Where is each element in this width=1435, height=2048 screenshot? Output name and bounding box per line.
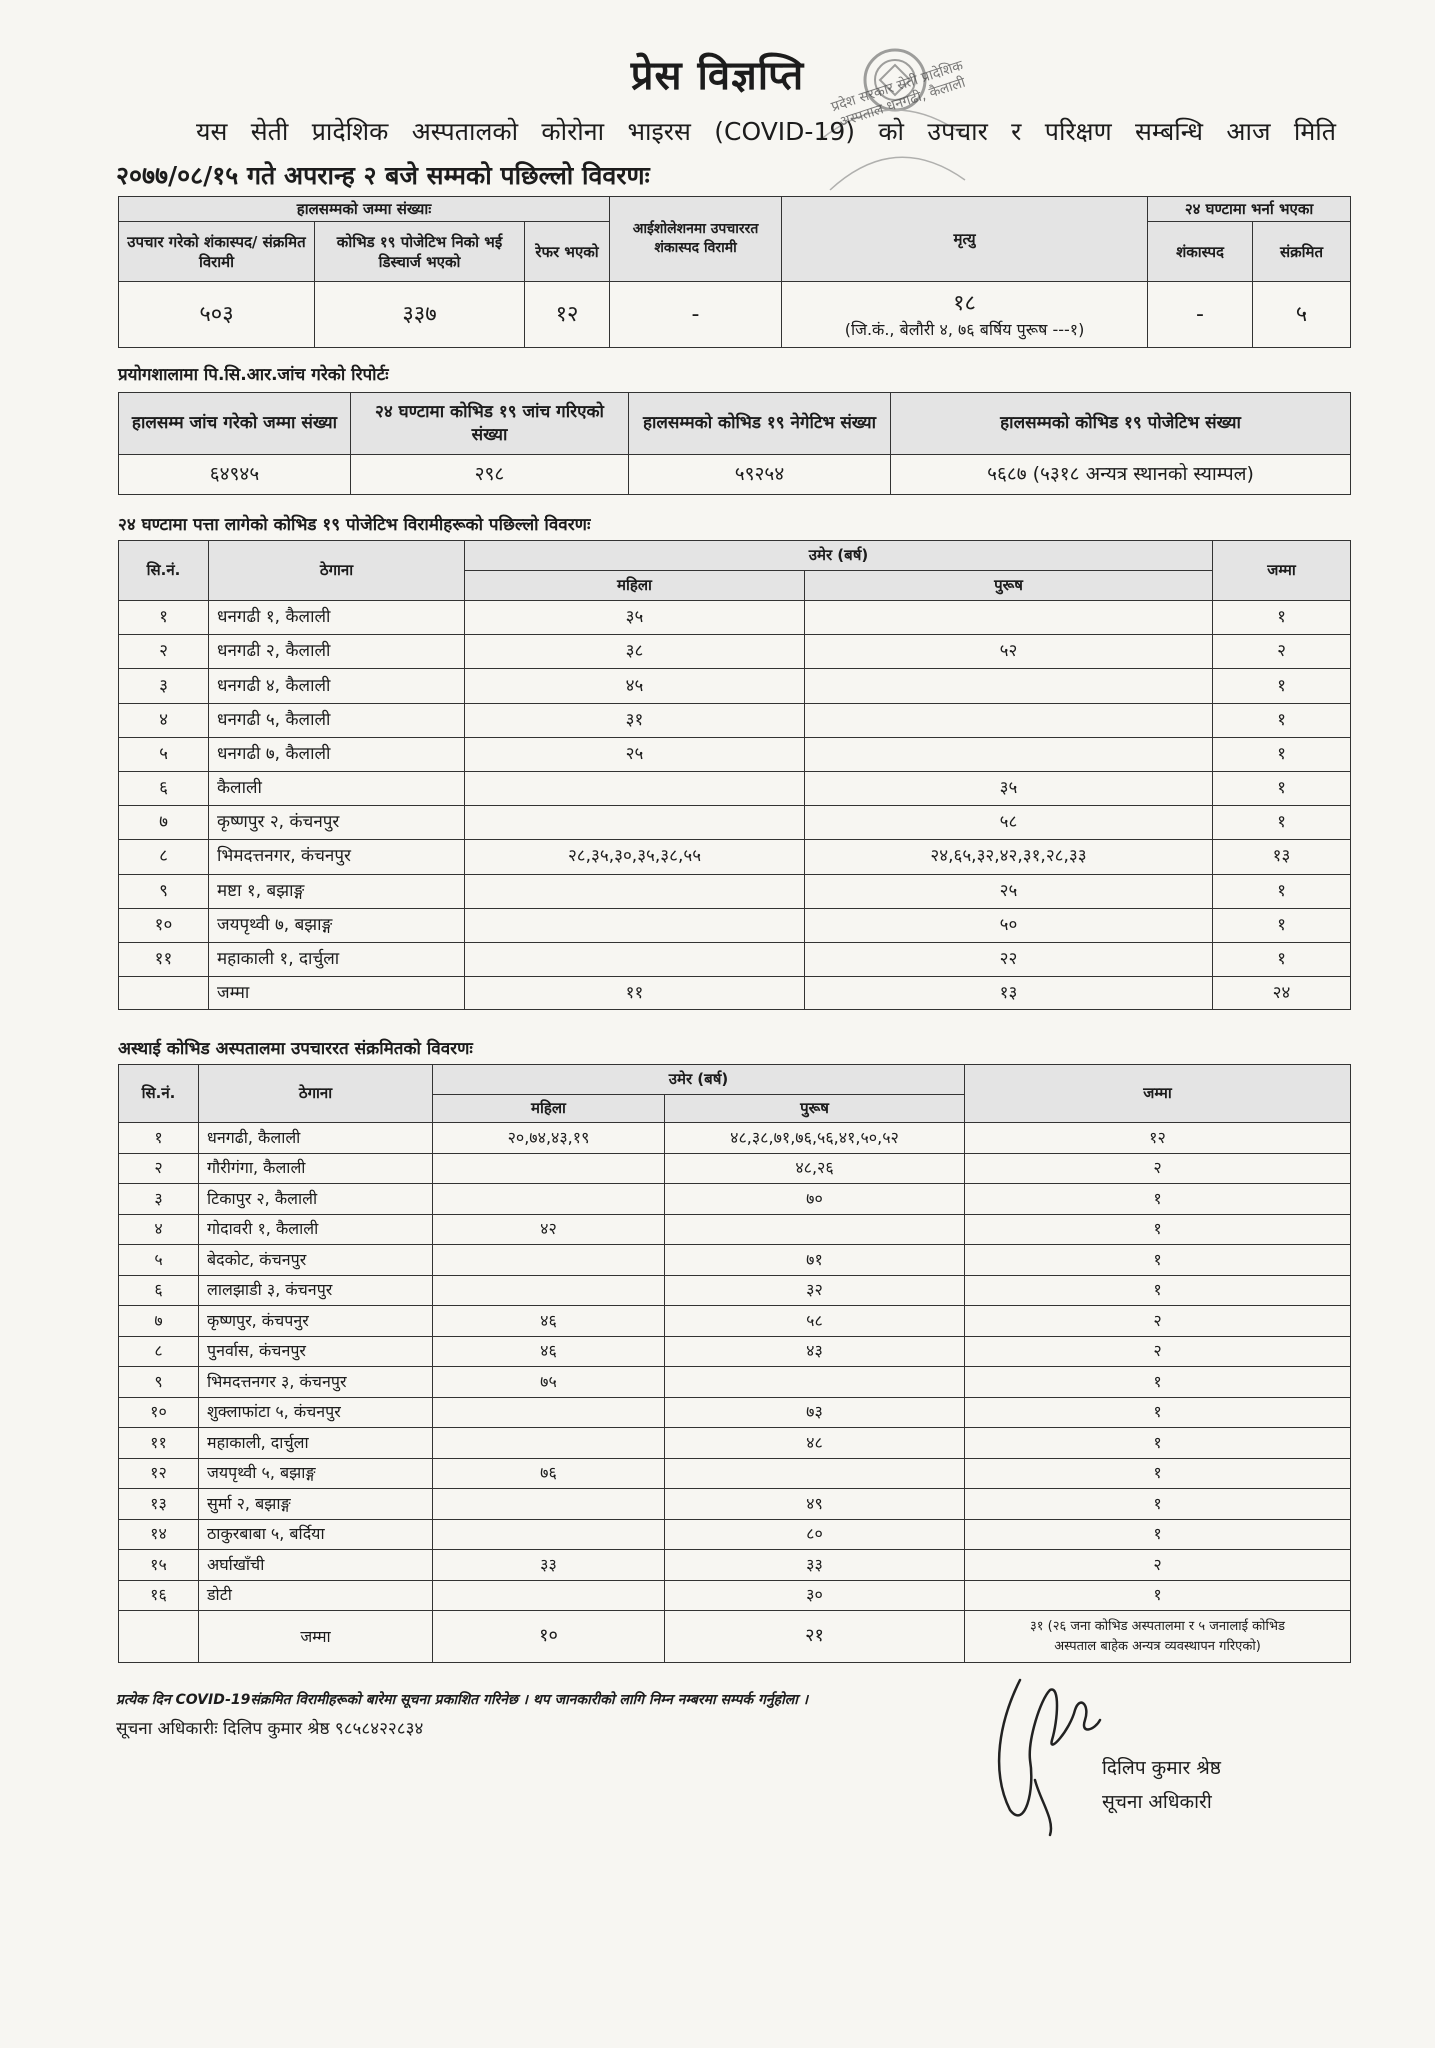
pcr-val-negative: ५९२५४ — [629, 455, 891, 495]
hospital-cell-total: १ — [965, 1458, 1351, 1489]
new-cases-row — [119, 942, 1351, 976]
new-cases-cell-male — [805, 737, 1213, 771]
hospital-cell-sn: १५ — [119, 1550, 199, 1581]
hospital-cell-male: ४९ — [665, 1489, 965, 1520]
hospital-cell-male: ३२ — [665, 1275, 965, 1306]
new-cases-row — [119, 635, 1351, 669]
new-cases-cell-male: २४,६५,३२,४२,३१,२८,३३ — [805, 840, 1213, 874]
new-cases-body — [119, 601, 1351, 977]
new-cases-cell-address: मष्टा १, बझाङ्ग — [209, 874, 465, 908]
summary-val-infected: ५ — [1253, 282, 1351, 348]
new-cases-cell-male: ५० — [805, 908, 1213, 942]
new-cases-cell-total: १ — [1213, 771, 1351, 805]
hospital-cell-female — [433, 1489, 665, 1520]
pcr-val-total: ६४९४५ — [119, 455, 351, 495]
new-cases-row — [119, 806, 1351, 840]
hospital-cell-total: २ — [965, 1550, 1351, 1581]
hospital-cell-address: धनगढी, कैलाली — [199, 1123, 433, 1154]
hospital-cell-sn: १४ — [119, 1519, 199, 1550]
hospital-cell-address: गौरीगंगा, कैलाली — [199, 1153, 433, 1184]
hospital-cell-address: शुक्लाफांटा ५, कंचनपुर — [199, 1397, 433, 1428]
hospital-col-address: ठेगाना — [199, 1065, 433, 1123]
hospital-section-label: अस्थाई कोभिड अस्पतालमा उपचाररत संक्रमितको विवरणः — [118, 1039, 473, 1059]
hospital-cell-total: १ — [965, 1214, 1351, 1245]
new-cases-row — [119, 840, 1351, 874]
hospital-cell-total: १ — [965, 1275, 1351, 1306]
hospital-cell-female — [433, 1428, 665, 1459]
hospital-cell-sn: १२ — [119, 1458, 199, 1489]
summary-col-isolation: आईशोलेशनमा उपचाररत शंकास्पद विरामी — [610, 197, 782, 282]
summary-header-group: हालसम्मको जम्मा संख्याः — [119, 197, 610, 222]
hospital-cell-female: ३३ — [433, 1550, 665, 1581]
pcr-col-24h: २४ घण्टामा कोभिड १९ जांच गरिएको संख्या — [351, 393, 629, 455]
hospital-cell-male: ७३ — [665, 1397, 965, 1428]
hospital-row — [119, 1153, 1351, 1184]
new-cases-cell-total: १ — [1213, 806, 1351, 840]
hospital-cell-total: १२ — [965, 1123, 1351, 1154]
hospital-cell-male: ३० — [665, 1580, 965, 1611]
hospital-cell-female — [433, 1275, 665, 1306]
hospital-col-age: उमेर (बर्ष) — [433, 1065, 965, 1095]
hospital-cell-total: १ — [965, 1397, 1351, 1428]
new-cases-cell-female — [465, 806, 805, 840]
hospital-cell-address: बेदकोट, कंचनपुर — [199, 1245, 433, 1276]
new-cases-cell-male: ३५ — [805, 771, 1213, 805]
hospital-total-all-line2: अस्पताल बाहेक अन्यत्र व्यवस्थापन गरिएको) — [1054, 1638, 1261, 1654]
summary-col-suspected: शंकास्पद — [1148, 222, 1253, 282]
hospital-cell-total: १ — [965, 1184, 1351, 1215]
summary-col-referred: रेफर भएको — [525, 222, 610, 282]
hospital-total-sn — [119, 1611, 199, 1663]
new-cases-total-sn — [119, 977, 209, 1010]
seal-text: प्रदेश सरकार सेती प्रादेशिक अस्पताल धनगढी, कैलाली — [829, 57, 968, 131]
hospital-row — [119, 1580, 1351, 1611]
new-cases-cell-total: १ — [1213, 737, 1351, 771]
summary-val-death-note: (जि.कं., बेलौरी ४, ७६ बर्षिय पुरूष ---१) — [844, 319, 1085, 339]
new-cases-cell-female: ३५ — [465, 601, 805, 635]
new-cases-row — [119, 874, 1351, 908]
hospital-cell-female — [433, 1519, 665, 1550]
new-cases-col-total: जम्मा — [1213, 541, 1351, 601]
new-cases-row — [119, 771, 1351, 805]
new-cases-cell-address: धनगढी २, कैलाली — [209, 635, 465, 669]
hospital-cell-total: १ — [965, 1245, 1351, 1276]
new-cases-cell-male: ५२ — [805, 635, 1213, 669]
new-cases-cell-male — [805, 703, 1213, 737]
summary-table — [118, 196, 1351, 348]
new-cases-cell-sn: १० — [119, 908, 209, 942]
hospital-cell-total: १ — [965, 1489, 1351, 1520]
hospital-cell-address: महाकाली, दार्चुला — [199, 1428, 433, 1459]
new-cases-row — [119, 908, 1351, 942]
hospital-col-male: पुरूष — [665, 1095, 965, 1123]
hospital-cell-address: सुर्मा २, बझाङ्ग — [199, 1489, 433, 1520]
hospital-col-female: महिला — [433, 1095, 665, 1123]
hospital-total-label: जम्मा — [199, 1611, 433, 1663]
hospital-cell-sn: १३ — [119, 1489, 199, 1520]
hospital-cell-male: ७० — [665, 1184, 965, 1215]
intro-line-1: यस सेती प्रादेशिक अस्पतालको कोरोना भाइरस (COVID-19) को उपचार र परिक्षण सम्बन्धि आज मिति — [196, 117, 1336, 146]
intro-text — [116, 110, 1336, 198]
hospital-cell-sn: ११ — [119, 1428, 199, 1459]
hospital-cell-total: १ — [965, 1519, 1351, 1550]
hospital-total-all-line1: ३१ (२६ जना कोभिड अस्पतालमा र ५ जनालाई कोभिड — [1030, 1619, 1285, 1634]
hospital-cell-total: १ — [965, 1580, 1351, 1611]
pcr-val-24h: २९८ — [351, 455, 629, 495]
summary-val-death: १८ — [953, 291, 976, 317]
summary-col-infected: संक्रमित — [1253, 222, 1351, 282]
hospital-cell-sn: ५ — [119, 1245, 199, 1276]
hospital-row — [119, 1306, 1351, 1337]
hospital-row — [119, 1550, 1351, 1581]
new-cases-cell-male: २५ — [805, 874, 1213, 908]
new-cases-total-male: १३ — [805, 977, 1213, 1010]
hospital-cell-total: २ — [965, 1153, 1351, 1184]
hospital-row — [119, 1519, 1351, 1550]
hospital-cell-total: २ — [965, 1336, 1351, 1367]
new-cases-col-address: ठेगाना — [209, 541, 465, 601]
hospital-cell-female: ४२ — [433, 1214, 665, 1245]
hospital-cell-female — [433, 1397, 665, 1428]
new-cases-row — [119, 669, 1351, 703]
hospital-cell-male: ४८,३८,७१,७६,५६,४१,५०,५२ — [665, 1123, 965, 1154]
hospital-cell-female — [433, 1580, 665, 1611]
hospital-row — [119, 1184, 1351, 1215]
new-cases-cell-total: १ — [1213, 669, 1351, 703]
hospital-cell-male: ४३ — [665, 1336, 965, 1367]
signatory-name: दिलिप कुमार श्रेष्ठ — [1102, 1757, 1221, 1779]
pcr-val-positive: ५६८७ (५३१८ अन्यत्र स्थानको स्याम्पल) — [891, 455, 1351, 495]
new-cases-cell-female — [465, 874, 805, 908]
hospital-cell-male: ४८,२६ — [665, 1153, 965, 1184]
hospital-row — [119, 1275, 1351, 1306]
hospital-row — [119, 1397, 1351, 1428]
new-cases-cell-female — [465, 771, 805, 805]
new-cases-cell-total: १३ — [1213, 840, 1351, 874]
hospital-row — [119, 1367, 1351, 1398]
new-cases-section-label: २४ घण्टामा पत्ता लागेको कोभिड १९ पोजेटिभ विरामीहरूको पछिल्लो विवरणः — [118, 515, 591, 535]
pcr-section-label: प्रयोगशालामा पि.सि.आर.जांच गरेको रिपोर्टः — [118, 365, 389, 385]
new-cases-cell-female: ३८ — [465, 635, 805, 669]
summary-col-treated: उपचार गरेको शंकास्पद/ संक्रमित विरामी — [119, 222, 315, 282]
new-cases-cell-male: २२ — [805, 942, 1213, 976]
hospital-total-male: २१ — [665, 1611, 965, 1663]
intro-line-2: २०७७/०८/१५ गते अपरान्ह २ बजे सम्मको पछिल्लो विवरणः — [116, 161, 650, 190]
hospital-row — [119, 1428, 1351, 1459]
new-cases-cell-female: २८,३५,३०,३५,३८,५५ — [465, 840, 805, 874]
hospital-row — [119, 1458, 1351, 1489]
new-cases-cell-address: धनगढी ५, कैलाली — [209, 703, 465, 737]
hospital-cell-male: ८० — [665, 1519, 965, 1550]
pcr-col-total: हालसम्म जांच गरेको जम्मा संख्या — [119, 393, 351, 455]
footnote: प्रत्येक दिन COVID-19संक्रमित विरामीहरूको बारेमा सूचना प्रकाशित गरिनेछ । थप जानकारीको लागि निम्न नम्बरमा सम्पर्क गर्नुहोला । — [116, 1692, 809, 1708]
hospital-cell-male: ७१ — [665, 1245, 965, 1276]
new-cases-col-male: पुरूष — [805, 571, 1213, 601]
new-cases-row — [119, 737, 1351, 771]
hospital-cell-total: १ — [965, 1428, 1351, 1459]
new-cases-cell-total: २ — [1213, 635, 1351, 669]
new-cases-cell-female — [465, 908, 805, 942]
new-cases-cell-male: ५८ — [805, 806, 1213, 840]
new-cases-cell-sn: ८ — [119, 840, 209, 874]
hospital-table — [118, 1064, 1351, 1663]
hospital-cell-female: ४६ — [433, 1336, 665, 1367]
hospital-cell-address: डोटी — [199, 1580, 433, 1611]
new-cases-col-age: उमेर (बर्ष) — [465, 541, 1213, 571]
hospital-row — [119, 1245, 1351, 1276]
hospital-cell-male: ३३ — [665, 1550, 965, 1581]
hospital-cell-address: जयपृथ्वी ५, बझाङ्ग — [199, 1458, 433, 1489]
hospital-total-female: १० — [433, 1611, 665, 1663]
new-cases-cell-address: धनगढी ७, कैलाली — [209, 737, 465, 771]
hospital-cell-total: १ — [965, 1367, 1351, 1398]
new-cases-row — [119, 703, 1351, 737]
new-cases-cell-address: जयपृथ्वी ७, बझाङ्ग — [209, 908, 465, 942]
hospital-cell-female: ७५ — [433, 1367, 665, 1398]
new-cases-cell-sn: २ — [119, 635, 209, 669]
new-cases-cell-address: महाकाली १, दार्चुला — [209, 942, 465, 976]
hospital-cell-sn: ४ — [119, 1214, 199, 1245]
signatory-title: सूचना अधिकारी — [1102, 1791, 1212, 1813]
new-cases-cell-total: १ — [1213, 908, 1351, 942]
hospital-cell-male — [665, 1367, 965, 1398]
hospital-cell-total: २ — [965, 1306, 1351, 1337]
hospital-cell-address: भिमदत्तनगर ३, कंचनपुर — [199, 1367, 433, 1398]
new-cases-cell-sn: ४ — [119, 703, 209, 737]
hospital-cell-address: पुनर्वास, कंचनपुर — [199, 1336, 433, 1367]
hospital-row — [119, 1336, 1351, 1367]
new-cases-cell-female: ३१ — [465, 703, 805, 737]
new-cases-cell-address: कृष्णपुर २, कंचनपुर — [209, 806, 465, 840]
hospital-cell-male: ५८ — [665, 1306, 965, 1337]
new-cases-cell-sn: ११ — [119, 942, 209, 976]
summary-val-death-cell — [782, 282, 1148, 348]
new-cases-cell-total: १ — [1213, 601, 1351, 635]
hospital-row — [119, 1123, 1351, 1154]
hospital-cell-male — [665, 1458, 965, 1489]
hospital-body — [119, 1123, 1351, 1611]
hospital-cell-sn: १० — [119, 1397, 199, 1428]
hospital-cell-sn: १ — [119, 1123, 199, 1154]
new-cases-cell-sn: १ — [119, 601, 209, 635]
new-cases-cell-male — [805, 601, 1213, 635]
new-cases-cell-address: धनगढी ४, कैलाली — [209, 669, 465, 703]
hospital-total-all — [965, 1611, 1351, 1663]
new-cases-cell-female: २५ — [465, 737, 805, 771]
hospital-col-total: जम्मा — [965, 1065, 1351, 1123]
new-cases-cell-address: कैलाली — [209, 771, 465, 805]
hospital-cell-address: अर्घाखाँची — [199, 1550, 433, 1581]
signature-icon — [980, 1660, 1120, 1840]
hospital-cell-sn: ७ — [119, 1306, 199, 1337]
summary-val-isolation: - — [610, 282, 782, 348]
hospital-cell-sn: १६ — [119, 1580, 199, 1611]
summary-col-24h-group: २४ घण्टामा भर्ना भएका — [1148, 197, 1351, 222]
hospital-cell-male — [665, 1214, 965, 1245]
new-cases-cell-sn: ५ — [119, 737, 209, 771]
new-cases-cell-total: १ — [1213, 874, 1351, 908]
hospital-cell-sn: २ — [119, 1153, 199, 1184]
hospital-cell-address: गोदावरी १, कैलाली — [199, 1214, 433, 1245]
hospital-cell-address: लालझाडी ३, कंचनपुर — [199, 1275, 433, 1306]
summary-val-discharged: ३३७ — [315, 282, 525, 348]
pcr-col-positive: हालसम्मको कोभिड १९ पोजेटिभ संख्या — [891, 393, 1351, 455]
new-cases-total-label: जम्मा — [209, 977, 465, 1010]
summary-val-referred: १२ — [525, 282, 610, 348]
hospital-row — [119, 1489, 1351, 1520]
summary-col-death: मृत्यु — [782, 197, 1148, 282]
summary-val-treated: ५०३ — [119, 282, 315, 348]
new-cases-cell-sn: ९ — [119, 874, 209, 908]
new-cases-cell-sn: ३ — [119, 669, 209, 703]
hospital-cell-sn: ८ — [119, 1336, 199, 1367]
new-cases-total-all: २४ — [1213, 977, 1351, 1010]
new-cases-col-sn: सि.नं. — [119, 541, 209, 601]
new-cases-cell-female: ४५ — [465, 669, 805, 703]
hospital-cell-female: २०,७४,४३,१९ — [433, 1123, 665, 1154]
hospital-cell-address: टिकापुर २, कैलाली — [199, 1184, 433, 1215]
new-cases-cell-sn: ६ — [119, 771, 209, 805]
hospital-cell-sn: ३ — [119, 1184, 199, 1215]
hospital-cell-male: ४८ — [665, 1428, 965, 1459]
hospital-cell-female: ४६ — [433, 1306, 665, 1337]
hospital-cell-female — [433, 1245, 665, 1276]
pcr-table — [118, 392, 1351, 495]
summary-val-suspected: - — [1148, 282, 1253, 348]
officer-contact: सूचना अधिकारीः दिलिप कुमार श्रेष्ठ ९८५८४२२८३४ — [116, 1719, 424, 1739]
new-cases-cell-total: १ — [1213, 942, 1351, 976]
new-cases-cell-address: भिमदत्तनगर, कंचनपुर — [209, 840, 465, 874]
hospital-cell-sn: ९ — [119, 1367, 199, 1398]
hospital-cell-female — [433, 1184, 665, 1215]
new-cases-total-female: ११ — [465, 977, 805, 1010]
hospital-cell-female: ७६ — [433, 1458, 665, 1489]
hospital-col-sn: सि.नं. — [119, 1065, 199, 1123]
hospital-cell-address: कृष्णपुर, कंचपनुर — [199, 1306, 433, 1337]
new-cases-cell-sn: ७ — [119, 806, 209, 840]
new-cases-cell-male — [805, 669, 1213, 703]
new-cases-cell-address: धनगढी १, कैलाली — [209, 601, 465, 635]
new-cases-table — [118, 540, 1351, 1010]
summary-col-discharged: कोभिड १९ पोजेटिभ निको भई डिस्चार्ज भएको — [315, 222, 525, 282]
hospital-cell-sn: ६ — [119, 1275, 199, 1306]
new-cases-col-female: महिला — [465, 571, 805, 601]
page-title: प्रेस विज्ञप्ति — [630, 53, 805, 99]
hospital-cell-address: ठाकुरबाबा ५, बर्दिया — [199, 1519, 433, 1550]
pcr-col-negative: हालसम्मको कोभिड १९ नेगेटिभ संख्या — [629, 393, 891, 455]
new-cases-cell-female — [465, 942, 805, 976]
new-cases-row — [119, 601, 1351, 635]
new-cases-cell-total: १ — [1213, 703, 1351, 737]
hospital-row — [119, 1214, 1351, 1245]
hospital-cell-female — [433, 1153, 665, 1184]
